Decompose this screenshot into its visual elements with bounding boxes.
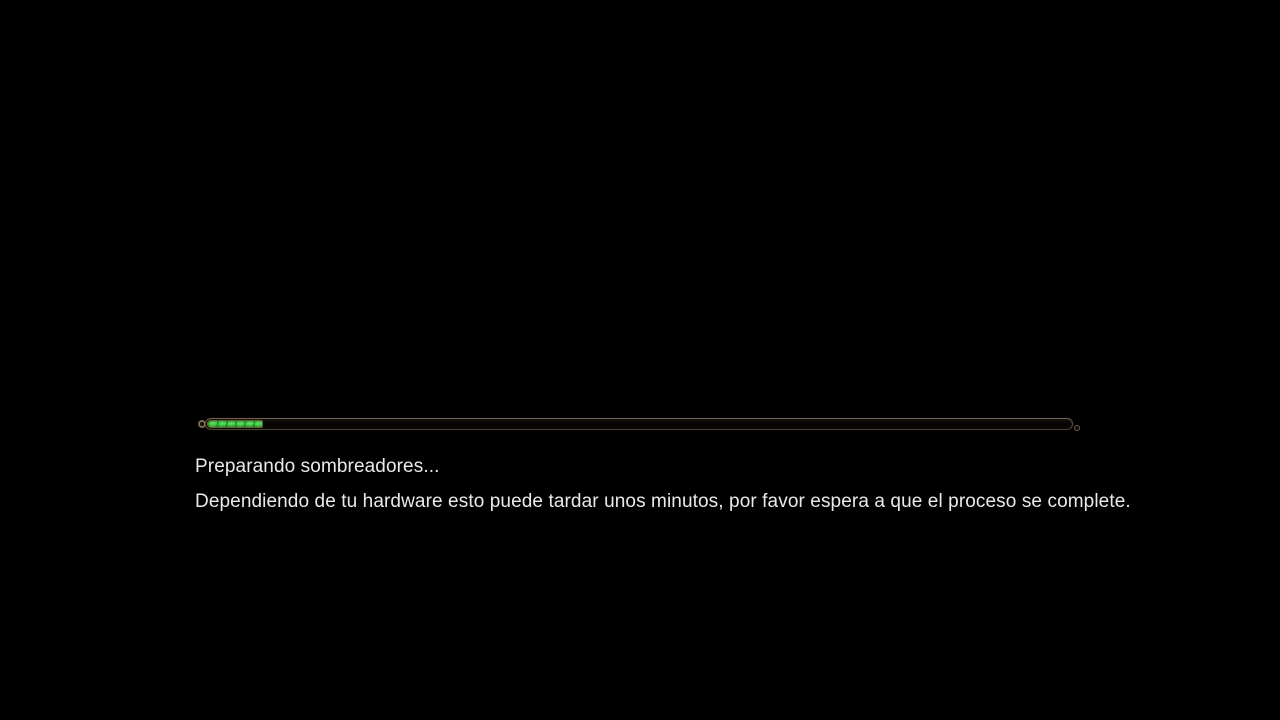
progress-bar-track <box>205 418 1073 430</box>
progress-bar-fill <box>207 420 263 428</box>
status-text: Preparando sombreadores... <box>195 456 440 477</box>
progress-right-ring-ornament-icon <box>1074 425 1080 431</box>
info-text: Dependiendo de tu hardware esto puede tardar unos minutos, por favor espera a que el proceso se complete. <box>195 491 1131 512</box>
